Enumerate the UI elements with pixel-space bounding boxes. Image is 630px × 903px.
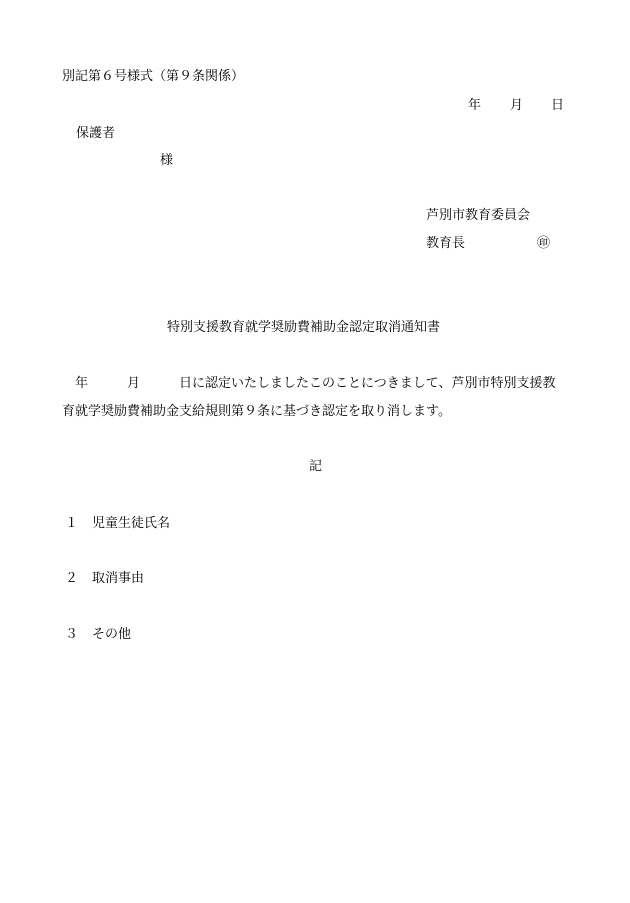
document-title: 特別支援教育就学奨励費補助金認定取消通知書 <box>167 320 441 335</box>
item-number: １ <box>65 516 79 531</box>
form-reference: 別記第６号様式（第９条関係） <box>62 69 245 84</box>
ki-heading: 記 <box>309 459 323 474</box>
body-line-1: 年 月 日に認定いたしましたこのことにつきまして、芦別市特別支援教 <box>62 376 556 391</box>
recipient-role: 保護者 <box>76 126 116 141</box>
body-line-2: 育就学奨励費補助金支給規則第９条に基づき認定を取り消します。 <box>62 404 451 419</box>
date-month-label: 月 <box>510 98 524 113</box>
item-label: 児童生徒氏名 <box>92 516 171 531</box>
date-year-label: 年 <box>468 98 482 113</box>
item-label: 取消事由 <box>92 571 145 586</box>
seal-mark: ㊞ <box>537 236 551 251</box>
issuer-title: 教育長 <box>426 236 466 251</box>
item-label: その他 <box>92 627 132 642</box>
recipient-honorific: 様 <box>160 153 174 168</box>
item-number: ２ <box>65 571 79 586</box>
issuer-organization: 芦別市教育委員会 <box>426 208 531 223</box>
item-number: ３ <box>65 627 79 642</box>
date-day-label: 日 <box>551 98 565 113</box>
